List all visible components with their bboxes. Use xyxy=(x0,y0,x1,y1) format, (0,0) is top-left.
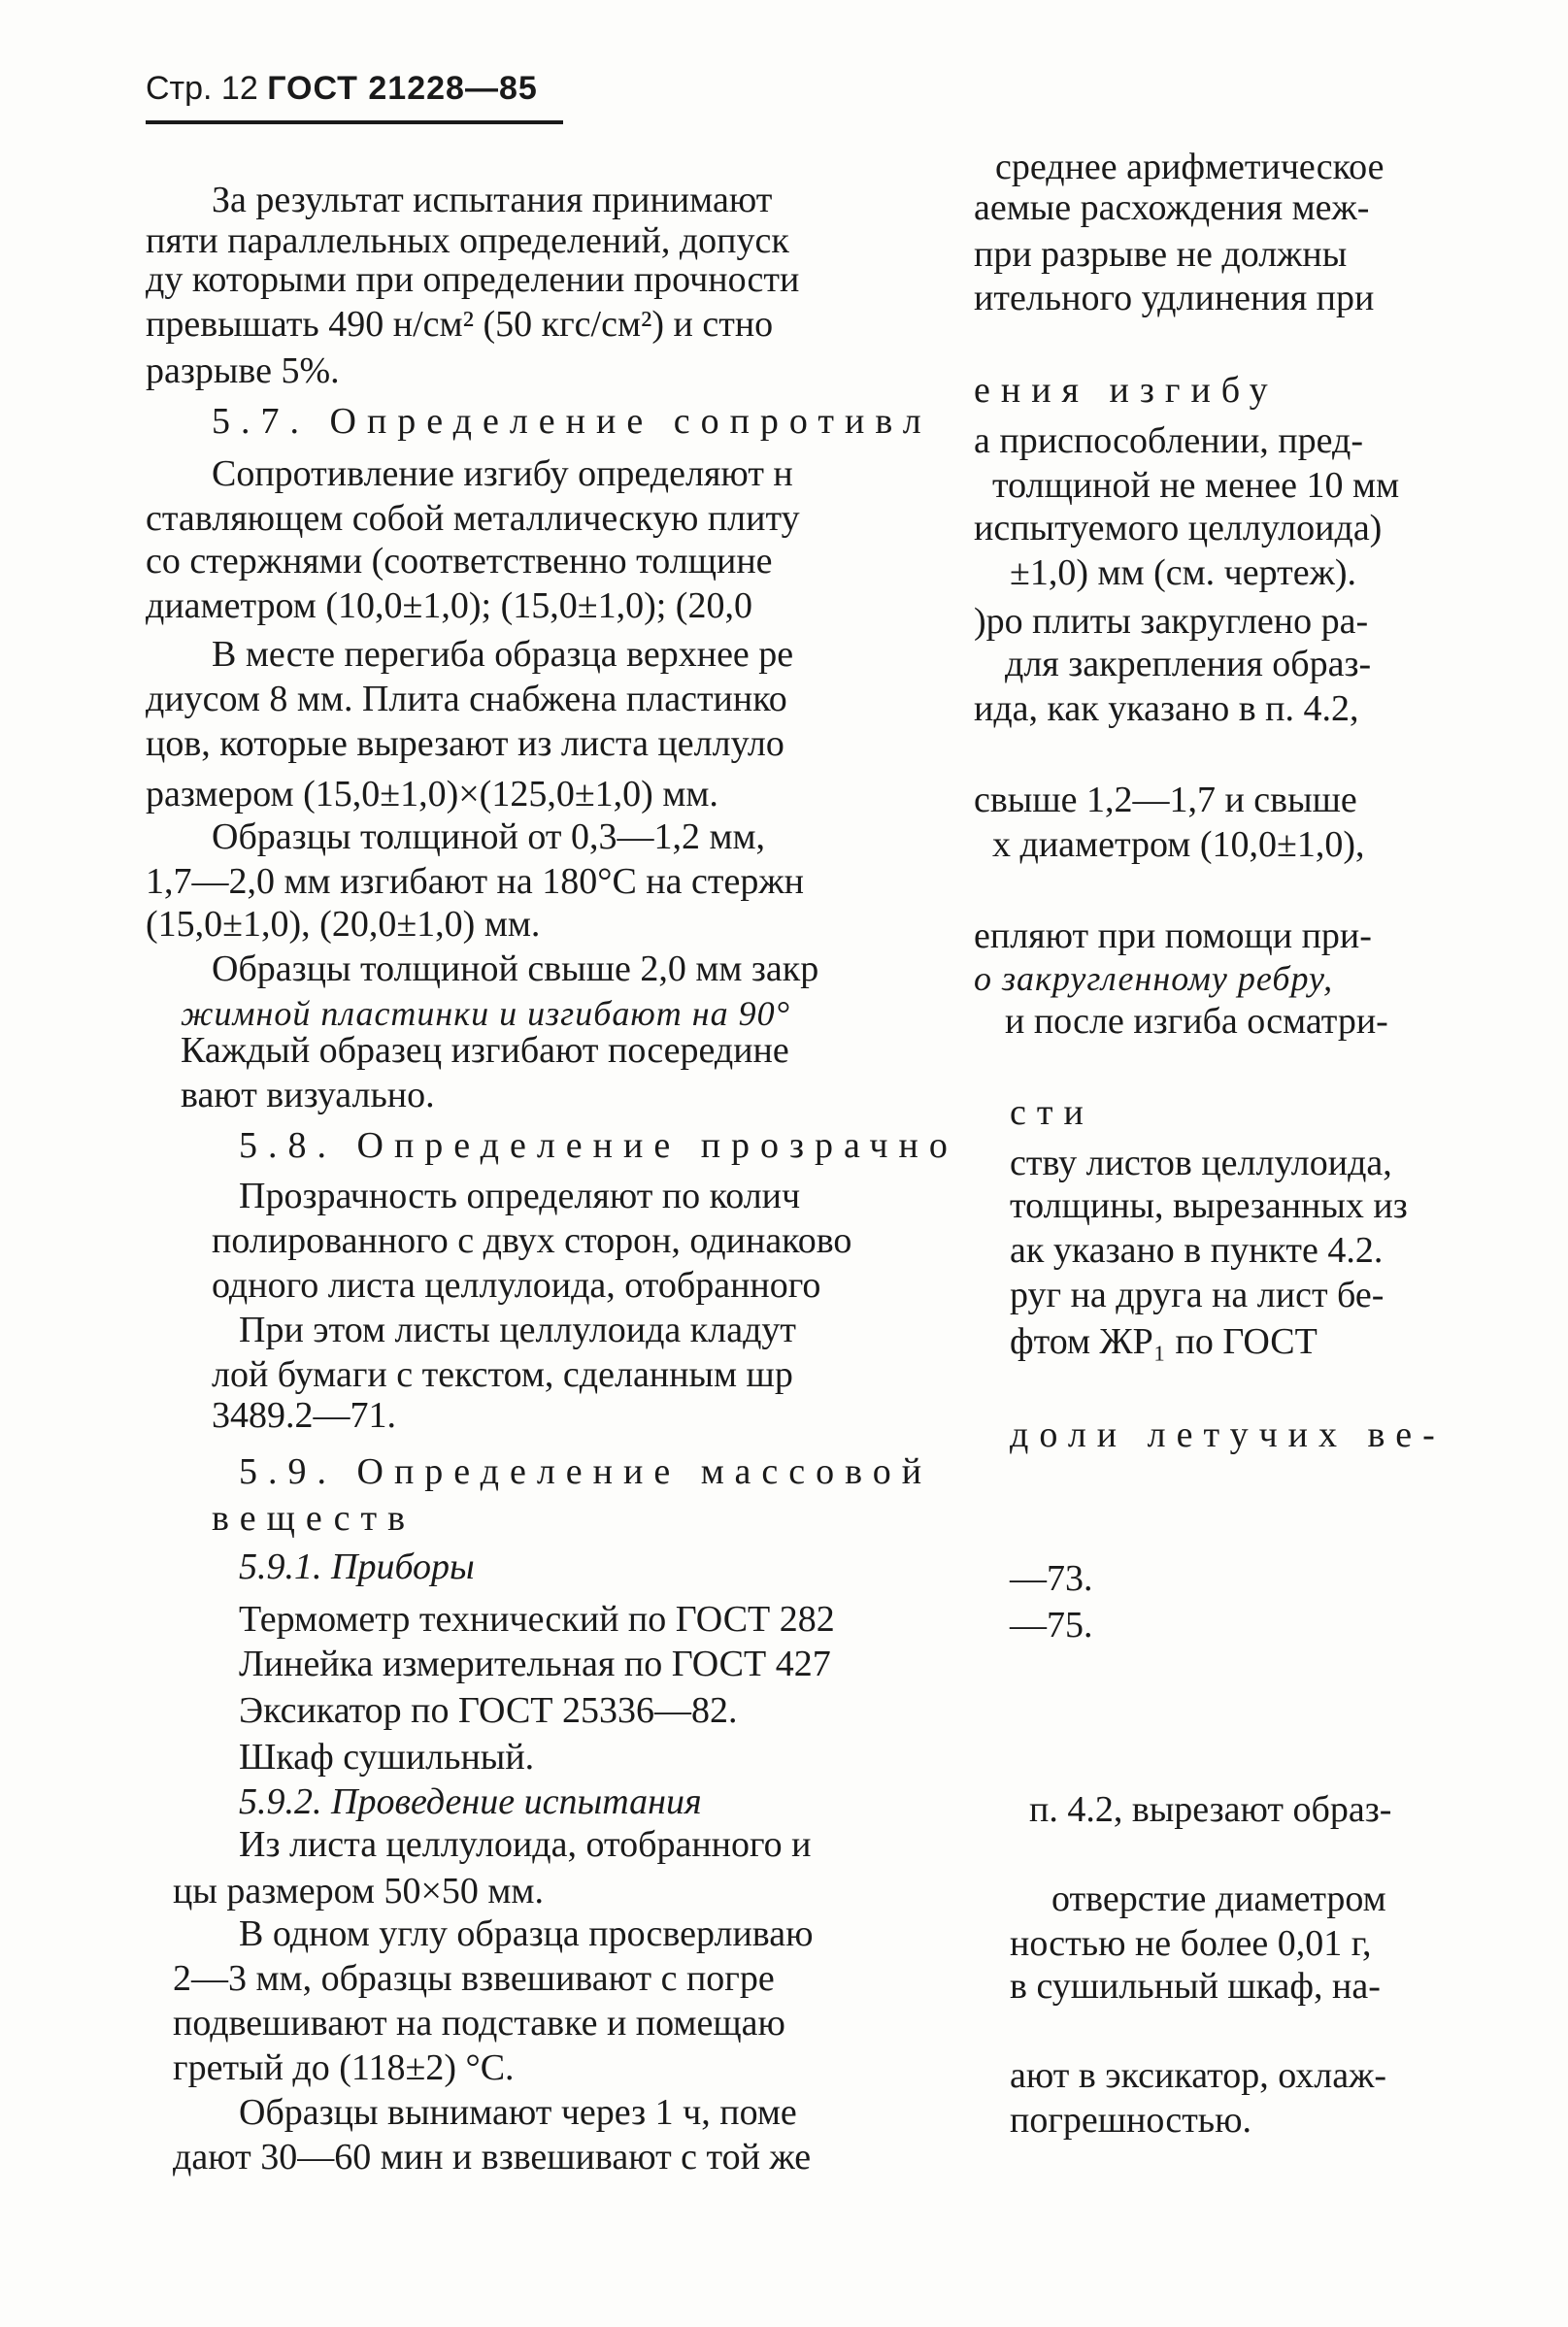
text-line: полированного с двух сторон, одинаково xyxy=(212,1220,852,1261)
text-line: В одном углу образца просверливаю xyxy=(239,1913,814,1954)
text-line: ству листов целлулоида, xyxy=(1010,1143,1392,1183)
text-line: 2—3 мм, образцы взвешивают с погре xyxy=(173,1958,775,1999)
text-line: 3489.2—71. xyxy=(212,1395,396,1436)
text-line: жимной пластинки и изгибают на 90° xyxy=(181,994,790,1033)
text-line: Образцы толщиной свыше 2,0 мм закр xyxy=(212,948,819,989)
text-line: Из листа целлулоида, отобранного и xyxy=(239,1824,812,1865)
text-line: свыше 1,2—1,7 и свыше xyxy=(974,780,1357,820)
text-line: 5.9.1. Приборы xyxy=(239,1546,475,1587)
text-line: Сопротивление изгибу определяют н xyxy=(212,453,793,494)
text-line: Шкаф сушильный. xyxy=(239,1737,535,1778)
text-line: ±1,0) мм (см. чертеж). xyxy=(1010,552,1357,593)
text-line: а приспособлении, пред- xyxy=(974,420,1363,461)
text-line: цов, которые вырезают из листа целлуло xyxy=(146,723,784,764)
standard-designation: ГОСТ 21228—85 xyxy=(267,70,538,107)
text-line: пяти параллельных определений, допуск xyxy=(146,220,789,261)
text-line: ительного удлинения при xyxy=(974,278,1375,318)
text-line: сти xyxy=(1010,1092,1094,1133)
text-line: фтом ЖР₁ по ГОСТ xyxy=(1010,1321,1318,1362)
text-line: лой бумаги с текстом, сделанным шр xyxy=(212,1354,793,1395)
text-line: веществ xyxy=(212,1498,417,1539)
text-line: о закругленному ребру, xyxy=(974,959,1334,998)
text-line: За результат испытания принимают xyxy=(212,180,773,220)
page-number: Стр. 12 xyxy=(146,70,258,107)
text-line: Линейка измерительная по ГОСТ 427 xyxy=(239,1644,831,1684)
text-line: ду которыми при определении прочности xyxy=(146,259,800,300)
text-line: при разрыве не должны xyxy=(974,234,1348,275)
text-line: 5.9. Определение массовой xyxy=(239,1451,933,1492)
text-line: толщиной не менее 10 мм xyxy=(992,465,1400,506)
text-line: испытуемого целлулоида) xyxy=(974,508,1383,549)
text-line: размером (15,0±1,0)×(125,0±1,0) мм. xyxy=(146,774,718,814)
text-line: ида, как указано в п. 4.2, xyxy=(974,688,1359,729)
text-line: аемые расхождения меж- xyxy=(974,187,1370,228)
text-line: Эксикатор по ГОСТ 25336—82. xyxy=(239,1690,738,1731)
text-line: отверстие диаметром xyxy=(1051,1878,1386,1919)
text-line: диусом 8 мм. Плита снабжена пластинко xyxy=(146,679,787,719)
header-rule xyxy=(146,120,563,124)
text-line: При этом листы целлулоида кладут xyxy=(239,1310,797,1350)
text-line: ают в эксикатор, охлаж- xyxy=(1010,2055,1386,2096)
text-line: для закрепления образ- xyxy=(1005,644,1372,684)
text-line: дают 30—60 мин и взвешивают с той же xyxy=(173,2137,812,2177)
text-line: п. 4.2, вырезают образ- xyxy=(1029,1789,1392,1830)
text-line: в сушильный шкаф, на- xyxy=(1010,1966,1381,2007)
text-line: превышать 490 н/см² (50 кгс/см²) и стно xyxy=(146,304,774,345)
text-line: х диаметром (10,0±1,0), xyxy=(992,824,1365,865)
text-line: ения изгибу xyxy=(974,370,1279,411)
text-line: цы размером 50×50 мм. xyxy=(173,1871,544,1911)
text-line: ностью не более 0,01 г, xyxy=(1010,1923,1372,1964)
text-line: ставляющем собой металлическую плиту xyxy=(146,498,800,539)
text-line: (15,0±1,0), (20,0±1,0) мм. xyxy=(146,904,541,945)
text-line: епляют при помощи при- xyxy=(974,915,1372,956)
text-line: Каждый образец изгибают посередине xyxy=(181,1030,789,1071)
text-line: 5.9.2. Проведение испытания xyxy=(239,1781,702,1822)
text-line: Образцы толщиной от 0,3—1,2 мм, xyxy=(212,816,766,857)
text-line: доли летучих ве- xyxy=(1010,1414,1446,1455)
page-header xyxy=(146,70,538,108)
text-line: —75. xyxy=(1010,1605,1093,1646)
text-line: руг на друга на лист бе- xyxy=(1010,1275,1385,1315)
text-line: диаметром (10,0±1,0); (15,0±1,0); (20,0 xyxy=(146,585,752,626)
text-line: Термометр технический по ГОСТ 282 xyxy=(239,1599,835,1640)
text-line: со стержнями (соответственно толщине xyxy=(146,541,773,582)
text-line: разрыве 5%. xyxy=(146,350,340,391)
text-line: и после изгиба осматри- xyxy=(1005,1001,1388,1042)
text-line: В месте перегиба образца верхнее ре xyxy=(212,634,794,675)
text-line: 5.8. Определение прозрачно xyxy=(239,1125,958,1166)
text-line: —73. xyxy=(1010,1558,1093,1599)
text-line: подвешивают на подставке и помещаю xyxy=(173,2003,785,2044)
text-line: Прозрачность определяют по колич xyxy=(239,1176,801,1216)
text-line: среднее арифметическое xyxy=(995,147,1385,187)
text-line: толщины, вырезанных из xyxy=(1010,1185,1408,1226)
text-line: )ро плиты закруглено ра- xyxy=(974,601,1369,642)
text-line: гретый до (118±2) °С. xyxy=(173,2047,515,2088)
text-line: одного листа целлулоида, отобранного xyxy=(212,1265,821,1306)
text-line: 5.7. Определение сопротивл xyxy=(212,401,932,442)
text-line: Образцы вынимают через 1 ч, поме xyxy=(239,2092,797,2133)
text-line: погрешностью. xyxy=(1010,2100,1252,2141)
text-line: 1,7—2,0 мм изгибают на 180°С на стержн xyxy=(146,861,804,902)
text-line: ак указано в пункте 4.2. xyxy=(1010,1230,1384,1271)
text-line: вают визуально. xyxy=(181,1075,435,1115)
